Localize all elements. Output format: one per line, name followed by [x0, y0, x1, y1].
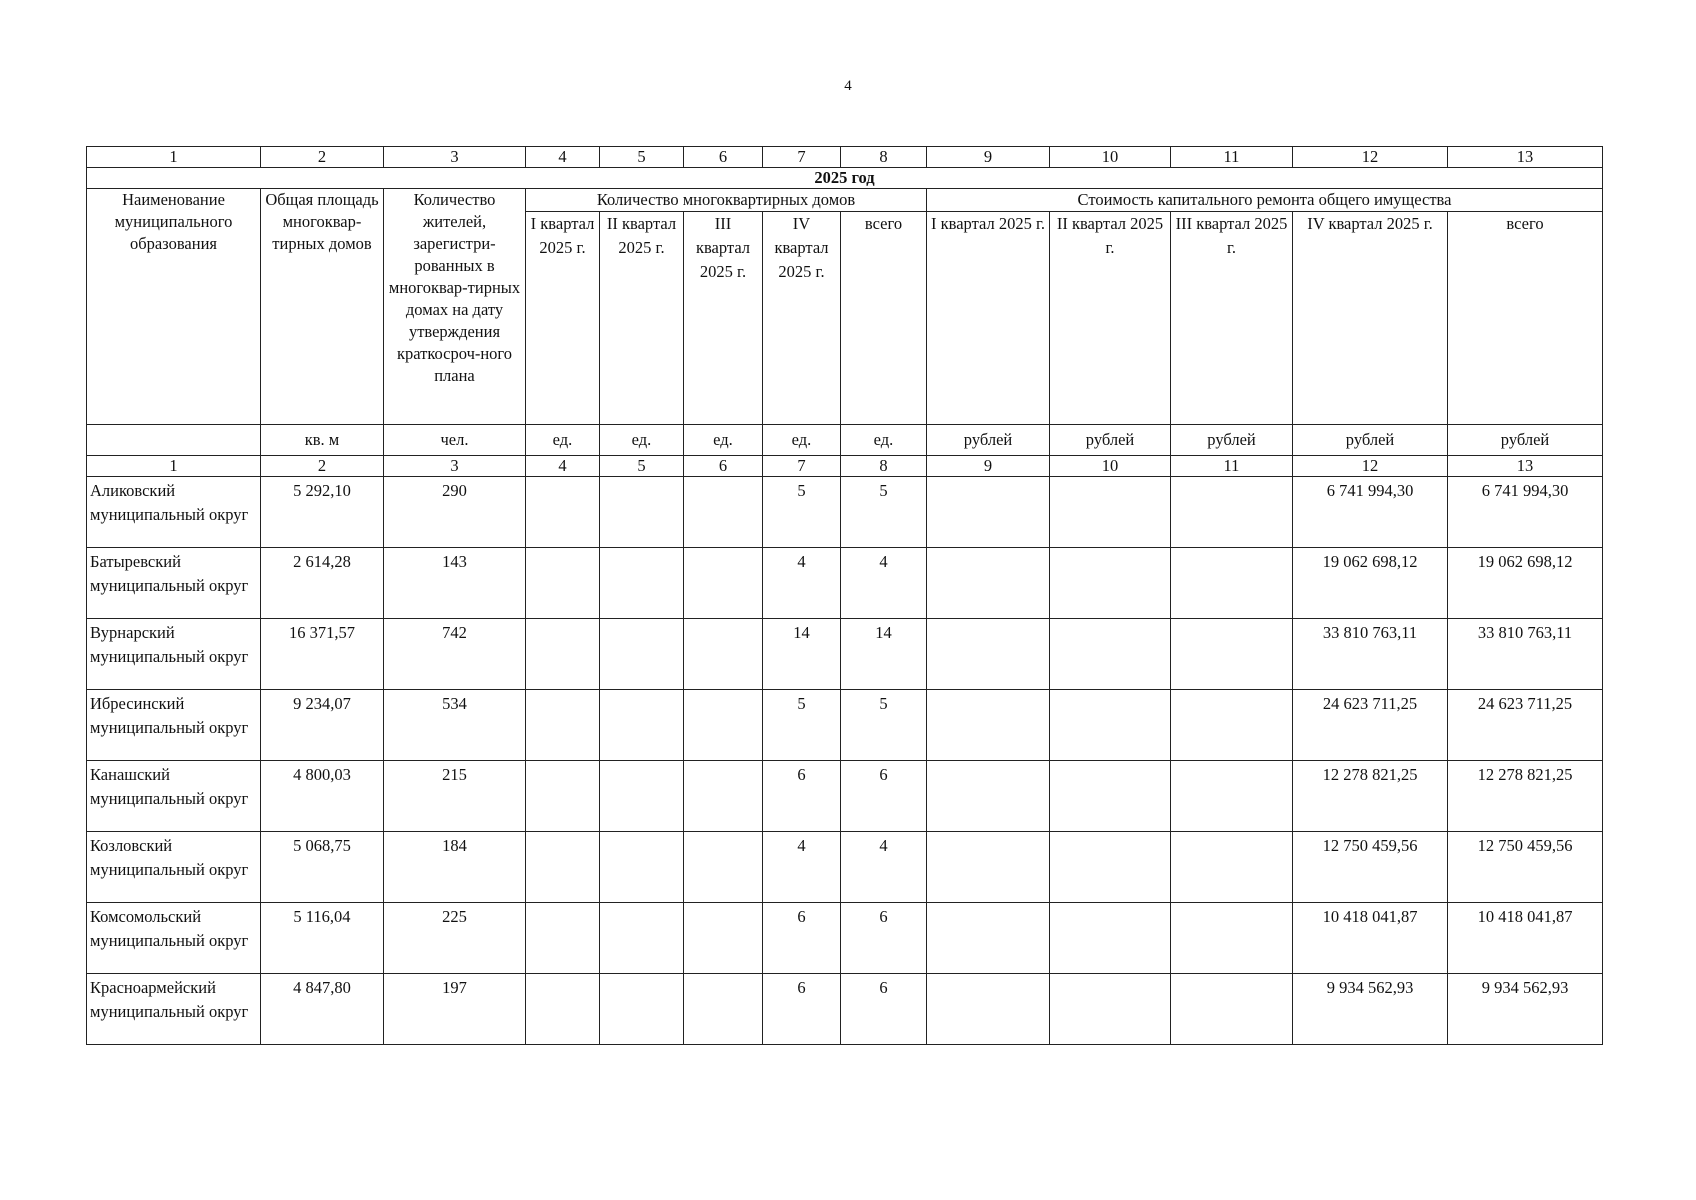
municipality-name: Комсомольский муниципальный округ	[87, 903, 261, 974]
table-row	[87, 619, 1603, 690]
houses-q3-cell	[684, 619, 763, 690]
residents-cell: 143	[384, 548, 526, 619]
residents-cell: 215	[384, 761, 526, 832]
cost-total-cell: 24 623 711,25	[1448, 690, 1603, 761]
cost-q1-cell	[927, 619, 1050, 690]
header-area: Общая площадь многоквар-тирных домов	[261, 189, 384, 425]
residents-cell: 225	[384, 903, 526, 974]
column-numbers	[87, 456, 1603, 477]
cost-total-cell: 19 062 698,12	[1448, 548, 1603, 619]
municipality-name: Вурнарский муниципальный округ	[87, 619, 261, 690]
houses-q3-cell	[684, 548, 763, 619]
cost-q4-cell: 12 278 821,25	[1293, 761, 1448, 832]
col-num: 8	[841, 456, 927, 477]
cost-q4-cell: 12 750 459,56	[1293, 832, 1448, 903]
cost-q1-cell	[927, 832, 1050, 903]
table-row	[87, 690, 1603, 761]
houses-q4-cell: 4	[763, 548, 841, 619]
houses-q4-cell: 6	[763, 903, 841, 974]
houses-q3-cell	[684, 477, 763, 548]
houses-q3-cell	[684, 974, 763, 1045]
houses-q2-cell	[600, 903, 684, 974]
houses-q3-cell	[684, 903, 763, 974]
area-cell: 5 292,10	[261, 477, 384, 548]
cost-q4-cell: 19 062 698,12	[1293, 548, 1448, 619]
col-num: 1	[87, 147, 261, 168]
cost-q3-cell	[1171, 761, 1293, 832]
col-num: 9	[927, 456, 1050, 477]
unit-cell: рублей	[1448, 425, 1603, 456]
table-row	[87, 477, 1603, 548]
cost-q2-cell	[1050, 690, 1171, 761]
cost-q2-cell	[1050, 903, 1171, 974]
cost-total-cell: 12 278 821,25	[1448, 761, 1603, 832]
houses-total-cell: 5	[841, 477, 927, 548]
houses-q1-cell	[526, 903, 600, 974]
col-num: 9	[927, 147, 1050, 168]
col-num: 10	[1050, 456, 1171, 477]
area-cell: 16 371,57	[261, 619, 384, 690]
cost-q2-cell	[1050, 761, 1171, 832]
houses-q2-cell	[600, 761, 684, 832]
col-num: 5	[600, 147, 684, 168]
header-name: Наименование муниципального образования	[87, 189, 261, 425]
col-num: 4	[526, 456, 600, 477]
cost-q2-cell	[1050, 974, 1171, 1045]
unit-cell: чел.	[384, 425, 526, 456]
col-num: 11	[1171, 147, 1293, 168]
units-row	[87, 425, 1603, 456]
houses-total-cell: 4	[841, 548, 927, 619]
houses-q3-cell	[684, 690, 763, 761]
col-num: 13	[1448, 456, 1603, 477]
houses-q4-cell: 6	[763, 974, 841, 1045]
area-cell: 4 800,03	[261, 761, 384, 832]
table-row	[87, 903, 1603, 974]
cost-q1-cell	[927, 477, 1050, 548]
area-cell: 2 614,28	[261, 548, 384, 619]
header-cost-q1: I квартал 2025 г.	[927, 212, 1050, 425]
residents-cell: 290	[384, 477, 526, 548]
col-num: 10	[1050, 147, 1171, 168]
residents-cell: 534	[384, 690, 526, 761]
cost-q4-cell: 9 934 562,93	[1293, 974, 1448, 1045]
header-cost-q4: IV квартал 2025 г.	[1293, 212, 1448, 425]
cost-q2-cell	[1050, 548, 1171, 619]
col-num: 1	[87, 456, 261, 477]
unit-cell: ед.	[763, 425, 841, 456]
cost-total-cell: 33 810 763,11	[1448, 619, 1603, 690]
houses-q1-cell	[526, 761, 600, 832]
cost-q2-cell	[1050, 619, 1171, 690]
cost-q1-cell	[927, 690, 1050, 761]
houses-q4-cell: 14	[763, 619, 841, 690]
col-num: 8	[841, 147, 927, 168]
houses-q4-cell: 5	[763, 477, 841, 548]
cost-q3-cell	[1171, 690, 1293, 761]
cost-q3-cell	[1171, 477, 1293, 548]
area-cell: 9 234,07	[261, 690, 384, 761]
residents-cell: 184	[384, 832, 526, 903]
houses-q2-cell	[600, 974, 684, 1045]
municipality-name: Ибресинский муниципальный округ	[87, 690, 261, 761]
cost-total-cell: 10 418 041,87	[1448, 903, 1603, 974]
houses-q2-cell	[600, 548, 684, 619]
cost-q3-cell	[1171, 903, 1293, 974]
houses-q1-cell	[526, 477, 600, 548]
houses-total-cell: 4	[841, 832, 927, 903]
cost-q2-cell	[1050, 477, 1171, 548]
cost-total-cell: 6 741 994,30	[1448, 477, 1603, 548]
col-num: 6	[684, 147, 763, 168]
page-number: 4	[844, 78, 852, 94]
unit-cell: ед.	[526, 425, 600, 456]
cost-q3-cell	[1171, 974, 1293, 1045]
area-cell: 4 847,80	[261, 974, 384, 1045]
header-houses-total: всего	[841, 212, 927, 425]
col-num: 13	[1448, 147, 1603, 168]
table-row	[87, 832, 1603, 903]
unit-cell: рублей	[1050, 425, 1171, 456]
header-houses-q4: IV квартал 2025 г.	[763, 212, 841, 425]
header-cost-group: Стоимость капитального ремонта общего имущества	[927, 189, 1603, 212]
houses-q1-cell	[526, 548, 600, 619]
houses-q3-cell	[684, 832, 763, 903]
municipality-name: Красноармейский муниципальный округ	[87, 974, 261, 1045]
col-num: 7	[763, 147, 841, 168]
header-cost-q2: II квартал 2025 г.	[1050, 212, 1171, 425]
houses-q2-cell	[600, 477, 684, 548]
header-cost-q3: III квартал 2025 г.	[1171, 212, 1293, 425]
residents-cell: 197	[384, 974, 526, 1045]
unit-cell: рублей	[927, 425, 1050, 456]
houses-q2-cell	[600, 619, 684, 690]
houses-q1-cell	[526, 619, 600, 690]
unit-cell: ед.	[684, 425, 763, 456]
col-num: 3	[384, 456, 526, 477]
unit-cell: ед.	[600, 425, 684, 456]
cost-q1-cell	[927, 974, 1050, 1045]
houses-q4-cell: 5	[763, 690, 841, 761]
houses-q2-cell	[600, 690, 684, 761]
houses-total-cell: 5	[841, 690, 927, 761]
cost-q1-cell	[927, 548, 1050, 619]
table-row	[87, 548, 1603, 619]
cost-q4-cell: 33 810 763,11	[1293, 619, 1448, 690]
houses-total-cell: 6	[841, 761, 927, 832]
header-houses-q3: III квартал 2025 г.	[684, 212, 763, 425]
col-num: 12	[1293, 456, 1448, 477]
houses-q1-cell	[526, 832, 600, 903]
unit-cell	[87, 425, 261, 456]
cost-q1-cell	[927, 761, 1050, 832]
cost-q1-cell	[927, 903, 1050, 974]
houses-q3-cell	[684, 761, 763, 832]
unit-cell: рублей	[1293, 425, 1448, 456]
cost-q2-cell	[1050, 832, 1171, 903]
header-cost-total: всего	[1448, 212, 1603, 425]
col-num: 4	[526, 147, 600, 168]
municipality-name: Батыревский муниципальный округ	[87, 548, 261, 619]
houses-q2-cell	[600, 832, 684, 903]
header-houses-q1: I квартал 2025 г.	[526, 212, 600, 425]
col-num: 2	[261, 456, 384, 477]
area-cell: 5 068,75	[261, 832, 384, 903]
houses-total-cell: 14	[841, 619, 927, 690]
col-num: 12	[1293, 147, 1448, 168]
cost-total-cell: 12 750 459,56	[1448, 832, 1603, 903]
col-num: 7	[763, 456, 841, 477]
cost-q3-cell	[1171, 548, 1293, 619]
unit-cell: рублей	[1171, 425, 1293, 456]
cost-total-cell: 9 934 562,93	[1448, 974, 1603, 1045]
houses-q4-cell: 4	[763, 832, 841, 903]
houses-total-cell: 6	[841, 903, 927, 974]
table-row	[87, 761, 1603, 832]
cost-q4-cell: 24 623 711,25	[1293, 690, 1448, 761]
municipality-name: Козловский муниципальный округ	[87, 832, 261, 903]
col-num: 5	[600, 456, 684, 477]
area-cell: 5 116,04	[261, 903, 384, 974]
houses-q1-cell	[526, 974, 600, 1045]
col-num: 2	[261, 147, 384, 168]
cost-q4-cell: 10 418 041,87	[1293, 903, 1448, 974]
unit-cell: ед.	[841, 425, 927, 456]
capital-repair-plan-table	[86, 146, 1603, 1045]
header-houses-q2: II квартал 2025 г.	[600, 212, 684, 425]
houses-q1-cell	[526, 690, 600, 761]
col-num: 6	[684, 456, 763, 477]
cost-q3-cell	[1171, 619, 1293, 690]
header-houses-group: Количество многоквартирных домов	[526, 189, 927, 212]
col-num: 3	[384, 147, 526, 168]
cost-q4-cell: 6 741 994,30	[1293, 477, 1448, 548]
cost-q3-cell	[1171, 832, 1293, 903]
houses-total-cell: 6	[841, 974, 927, 1045]
col-num: 11	[1171, 456, 1293, 477]
table-row	[87, 974, 1603, 1045]
houses-q4-cell: 6	[763, 761, 841, 832]
year-heading: 2025 год	[87, 168, 1603, 189]
municipality-name: Канашский муниципальный округ	[87, 761, 261, 832]
municipality-name: Аликовский муниципальный округ	[87, 477, 261, 548]
unit-cell: кв. м	[261, 425, 384, 456]
residents-cell: 742	[384, 619, 526, 690]
header-residents: Количество жителей, зарегистри-рованных в многоквар-тирных домах на дату утверждения краткосроч-ного плана	[384, 189, 526, 425]
top-column-numbers	[87, 147, 1603, 168]
